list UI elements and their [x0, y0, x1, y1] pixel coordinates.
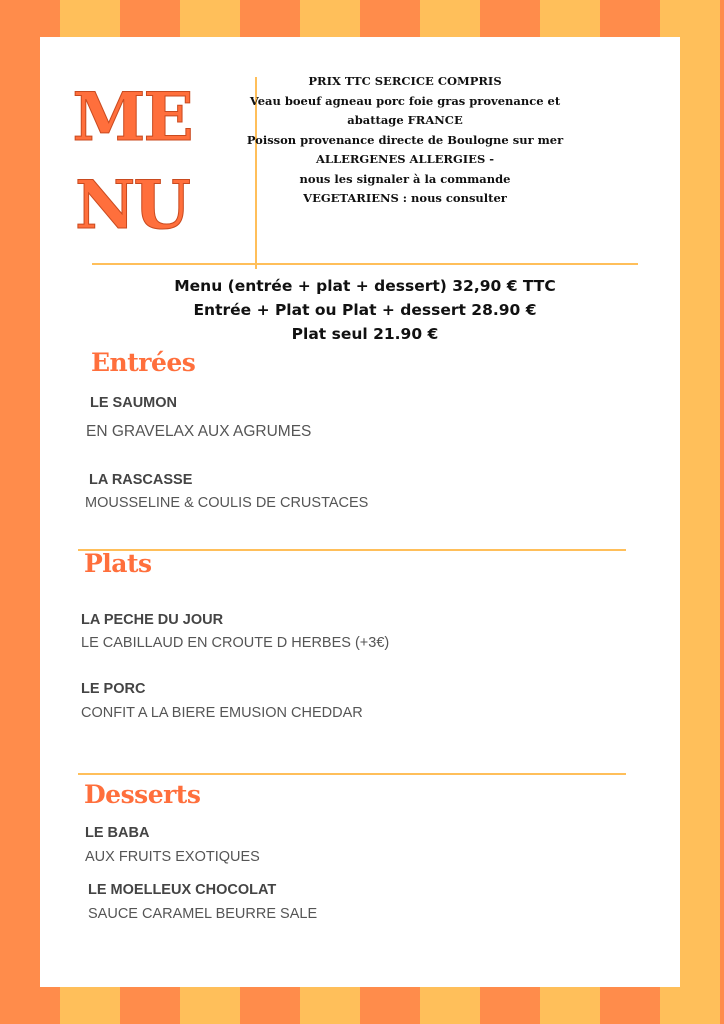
dish-name: LE SAUMON: [90, 395, 177, 411]
dish-description: SAUCE CARAMEL BEURRE SALE: [88, 906, 318, 922]
section-title-plats: Plats: [84, 549, 152, 578]
info-block: [235, 72, 575, 209]
dish-description: MOUSSELINE & COULIS DE CRUSTACES: [85, 495, 369, 511]
price-block: [110, 274, 620, 346]
dish-name: LA PECHE DU JOUR: [81, 612, 224, 628]
info-line: Poisson provenance directe de Boulogne sur mer: [246, 132, 564, 147]
menu-logo: [72, 73, 192, 249]
dish-description: LE CABILLAUD EN CROUTE D HERBES (+3€): [81, 635, 390, 651]
header-divider-horizontal: [92, 263, 638, 265]
dish-name: LE PORC: [81, 681, 146, 697]
dish-name: LE BABA: [85, 825, 150, 841]
info-line: abattage FRANCE: [347, 113, 463, 127]
info-line: nous les signaler à la commande: [299, 171, 511, 186]
logo-line-2: NU: [75, 166, 189, 244]
price-line: Entrée + Plat ou Plat + dessert 28.90 €: [193, 301, 537, 319]
section-divider: [78, 549, 626, 551]
info-line: PRIX TTC SERCICE COMPRIS: [308, 74, 502, 88]
dish-name: LA RASCASSE: [89, 472, 193, 488]
info-line: VEGETARIENS : nous consulter: [303, 191, 507, 205]
dish-description: AUX FRUITS EXOTIQUES: [85, 849, 260, 865]
info-line: ALLERGENES ALLERGIES -: [315, 152, 495, 166]
logo-line-1: ME: [72, 78, 192, 156]
price-line: Menu (entrée + plat + dessert) 32,90 € TTC: [174, 277, 556, 295]
dish-name: LE MOELLEUX CHOCOLAT: [88, 882, 277, 898]
info-line: Veau boeuf agneau porc foie gras provenance et: [249, 93, 561, 108]
dish-description: CONFIT A LA BIERE EMUSION CHEDDAR: [81, 705, 363, 721]
price-line: Plat seul 21.90 €: [291, 325, 439, 343]
section-title-entrees: Entrées: [91, 348, 196, 377]
dish-description: EN GRAVELAX AUX AGRUMES: [86, 423, 312, 440]
section-divider: [78, 773, 626, 775]
section-title-desserts: Desserts: [84, 780, 201, 809]
